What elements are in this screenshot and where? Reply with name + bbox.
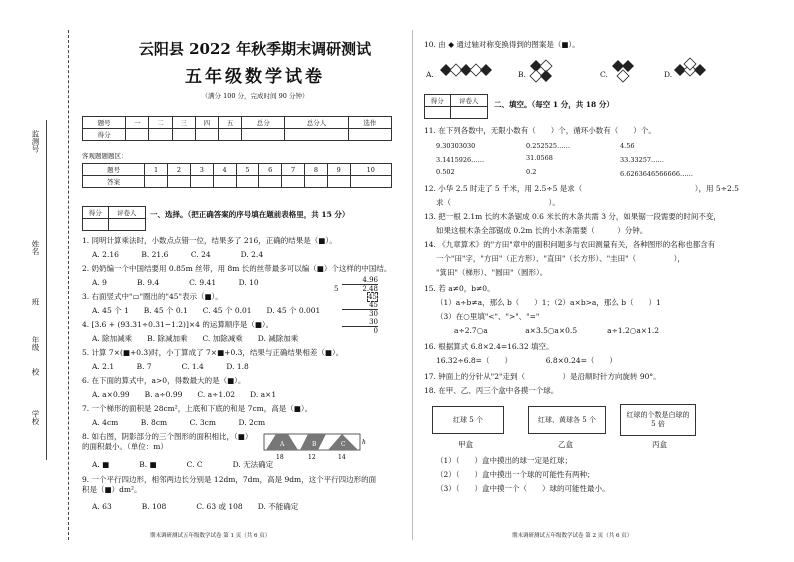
question-10: 10. 由 ◆ 通过轴对称变换得到的图案是（■）。 (424, 40, 580, 49)
answer-cell[interactable] (213, 176, 236, 188)
question-options: A. 63 B. 108 C. 63 或 108 D. 不能确定 (92, 502, 299, 511)
question: 1. 同明计算乘法时，小数点点错一位，结果多了 216，正确的结果是（■）。 (82, 236, 337, 245)
score-cell[interactable] (348, 129, 391, 141)
question-11: 11. 在下列各数中，无限小数有（ ）个，循环小数有（ ）个。 (424, 126, 656, 135)
score-header-cell: 总分 (242, 117, 285, 129)
division-quotient: 4.96 (342, 276, 378, 285)
question-12-cont: 求（ ）。 (436, 198, 560, 207)
q8-shaded-figure (262, 428, 372, 462)
answer-header-cell: 题号 (83, 164, 145, 176)
answer-header-cell: 1 (145, 164, 168, 176)
question: 4. [3.6 + (93.31÷0.31−1.2)]×4 的运算顺序是（■）。 (82, 320, 274, 329)
q10-options-figures (432, 56, 732, 84)
question: 6. 在下面的算式中，a>0，得数最大的是（■）。 (82, 376, 246, 385)
q11-number: 33.33257…… (620, 156, 665, 164)
question: 2. 奶奶编一个中国结要用 0.85m 丝带，用 8m 长的丝带最多可以编（■）个这样的中国结。 (82, 264, 392, 273)
q11-number: 0.2 (526, 168, 537, 176)
division-step: 30 (369, 310, 378, 318)
figure-dim-18: 18 (276, 454, 284, 461)
answer-table (82, 163, 392, 188)
question-13: 13. 把一根 2.1m 长的木条锯成 0.6 米长的木条共需 3 分，如果锯一段需要的时间不变， (424, 212, 721, 221)
figure-dim-12: 12 (308, 454, 316, 461)
grader-name-cell[interactable] (450, 107, 487, 119)
score-header-cell: 题号 (83, 117, 126, 129)
answer-header-cell: 3 (190, 164, 213, 176)
question-14: 14. 《九章算术》的"方田"章中的面积问题多与农田测量有关，各种图形的名称也都含有 (424, 240, 716, 249)
question-options: A. a×0.99 B. a÷0.99 C. a÷1.02 D. a×1 (92, 390, 277, 399)
question-15-part: （3）在○里填"<"、">"、"=" (436, 312, 540, 321)
question-options: A. ■ B. ■ C. C D. 无法确定 (92, 460, 274, 469)
question: 3. 右面竖式中"▭"圈出的"45"表示（■）。 (82, 292, 223, 301)
division-step-45-highlight: 45 (368, 293, 377, 301)
question: 5. 计算 7×(■+0.3)时，小丁算成了 7×■+0.3，结果与正确结果相差（■）。 (82, 348, 344, 357)
answer-header-cell: 4 (213, 164, 236, 176)
grader-name-label: 评卷人 (450, 95, 487, 107)
q10-option-b-label: B. (518, 70, 526, 79)
answer-cell[interactable] (304, 176, 327, 188)
figure-dim-14: 14 (338, 454, 346, 461)
q11-number: 6.6263646566666…… (620, 170, 693, 178)
question-15-part: a÷2.7○a a×3.5○a×0.5 a÷1.2○a×1.2 (454, 326, 660, 335)
division-remainder: 0 (373, 327, 378, 335)
box-yi: 红球、黄球各 5 个 (528, 406, 606, 434)
q10-option-c-label: C. (600, 70, 608, 79)
score-cell[interactable] (172, 129, 195, 141)
score-row-label: 得分 (83, 129, 126, 141)
answer-header-cell: 2 (168, 164, 191, 176)
q10-option-d-label: D. (664, 70, 673, 79)
q10-option-c[interactable] (612, 60, 634, 82)
grader-name-cell[interactable] (108, 219, 145, 231)
answer-header-cell: 8 (304, 164, 327, 176)
grader-score-label: 得分 (425, 95, 451, 107)
box-jia: 红球 5 个 (432, 406, 504, 434)
answer-header-cell: 6 (259, 164, 282, 176)
question-14-cont: "箕田"（梯形）、"圆田"（圆形）。 (436, 268, 548, 277)
grader-score-cell[interactable] (83, 219, 109, 231)
answer-cell[interactable] (190, 176, 213, 188)
question-18-part: （1）（ ）盒中摸出的球一定是红球； (436, 456, 573, 465)
section2-heading: 二、填空。（每空 1 分，共 18 分） (494, 100, 614, 109)
figure-label-c: C (341, 441, 346, 448)
answer-cell[interactable] (168, 176, 191, 188)
score-cell[interactable] (285, 129, 348, 141)
question-16-part: 16.32÷6.8=（ ） 6.8×0.24=（ ） (436, 356, 617, 365)
question-options: A. 除加减乘 B. 除减加乘 C. 加除减乘 D. 减除加乘 (92, 334, 299, 343)
question-options: A. 4cm B. 8cm C. 3cm D. 2cm (92, 418, 266, 427)
question-options: A. 2.16 B. 21.6 C. 24 D. 2.4 (92, 250, 264, 259)
question-13-cont: 如果这根木条全部锯成 0.2m 长的小木条需要（ ）分钟。 (436, 226, 648, 235)
exam-title: 云阳县 2022 年秋季期末调研测试 (138, 40, 372, 58)
question-18: 18. 在甲、乙、丙三个盒中各摸一个球。 (424, 386, 559, 395)
answer-table-caption: 客观题题题区： (82, 152, 128, 160)
answer-cell[interactable] (327, 176, 350, 188)
box-jia-label: 甲盒 (458, 440, 473, 449)
answer-row-label: 答案 (83, 176, 145, 188)
answer-cell[interactable] (236, 176, 259, 188)
answer-cell[interactable] (282, 176, 305, 188)
footer-page-1: 期末调研测试五年级数学试卷 第 1 页（共 6 页） (150, 533, 271, 539)
side-label-grade: 年级 (31, 336, 40, 351)
q10-option-b[interactable] (530, 60, 552, 82)
answer-cell[interactable] (350, 176, 391, 188)
q10-option-a-label: A. (426, 70, 434, 79)
figure-label-a: A (280, 441, 285, 448)
division-step: 30 (342, 318, 378, 327)
question-16: 16. 根据算式 6.8×2.4=16.32 填空。 (424, 342, 554, 351)
side-label-school: 学校 (31, 410, 40, 425)
question: 7. 一个梯形的面积是 28cm²，上底和下底的和是 7cm，高是（■）。 (82, 404, 313, 413)
score-header-cell: 二 (149, 117, 172, 129)
q11-number: 31.0568 (526, 154, 553, 162)
exam-meta: （满分 100 分，完成时间 90 分钟） (201, 92, 309, 100)
score-header-cell: 一 (126, 117, 149, 129)
box-bing: 红球的个数是白球的 5 倍 (620, 404, 696, 436)
grader-box-1 (82, 206, 146, 231)
grader-score-cell[interactable] (425, 107, 451, 119)
answer-header-cell: 9 (327, 164, 350, 176)
division-dividend: 5 2.48 (334, 285, 378, 293)
score-cell[interactable] (218, 129, 241, 141)
score-table (82, 116, 392, 141)
q10-option-a[interactable] (440, 64, 492, 76)
box-bing-label: 丙盒 (652, 440, 667, 449)
side-fill-line (46, 120, 47, 460)
question-options: A. 45 个 1 B. 45 个 0.1 C. 45 个 0.01 D. 45 个 0.001 (92, 306, 321, 315)
footer-page-2: 期末调研测试五年级数学试卷 第 2 页（共 6 页） (512, 533, 633, 539)
question-14-cont: 一个"田"字，"方田"（正方形）、"直田"（长方形）、"圭田"（ ）， (436, 254, 685, 263)
exam-subtitle: 五年级数学试卷 (185, 67, 325, 87)
side-label-name: 姓名 (31, 240, 40, 255)
question-18-part: （3）（ ）盒中摸一个（ ）球的可能性最小。 (436, 484, 610, 493)
score-header-cell: 总分人 (285, 117, 348, 129)
q11-number: 4.56 (620, 142, 635, 150)
score-header-cell: 三 (172, 117, 195, 129)
answer-header-cell: 7 (282, 164, 305, 176)
q11-number: 3.1415926…… (436, 156, 485, 164)
score-cell[interactable] (242, 129, 285, 141)
question: 8. 如右图，阴影部分的三个图形的面积相比，（■）的面积最小。（单位：m） (82, 432, 249, 451)
q11-number: 0.252525…… (526, 142, 571, 150)
score-cell[interactable] (126, 129, 149, 141)
division-step: 45 (342, 301, 378, 310)
score-header-cell: 选作 (348, 117, 391, 129)
long-division (334, 276, 378, 335)
grader-box-2 (424, 94, 488, 119)
section1-heading: 一、选择。（把正确答案的序号填在题前表格里，共 15 分） (150, 210, 350, 219)
q10-option-d[interactable] (674, 58, 706, 76)
question: 9. 一个平行四边形，相邻两边长分别是 12dm，7dm，高是 9dm，这个平行四边形的面积是（■）dm²。 (82, 475, 377, 494)
binding-dashed-line (68, 30, 69, 540)
question-15: 15. 若 a≠0，b≠0。 (424, 284, 495, 293)
answer-cell[interactable] (259, 176, 282, 188)
grader-score-label: 得分 (83, 207, 109, 219)
figure-label-b: B (312, 441, 317, 448)
grader-name-label: 评卷人 (108, 207, 145, 219)
question-18-part: （2）（ ）盒中摸出一个球的可能性有两种； (436, 470, 595, 479)
question-17: 17. 钟面上的分针从"2"走到（ ）是沿顺时针方向旋转 90°。 (424, 372, 661, 381)
q11-number: 0.502 (436, 168, 455, 176)
score-header-cell: 五 (218, 117, 241, 129)
question-12: 12. 小华 2.5 时走了 5 千米，用 2.5÷5 是求（ ），用 5÷2.5 (424, 184, 739, 193)
figure-height-label: h (362, 439, 366, 446)
score-header-cell: 四 (195, 117, 218, 129)
q11-number: 9.30303030 (436, 142, 476, 150)
question-options: A. 2.1 B. 7 C. 1.4 D. 1.8 (92, 362, 249, 371)
page-divider (412, 30, 413, 540)
side-label-class: 班 (31, 298, 40, 306)
score-cell[interactable] (195, 129, 218, 141)
side-label-monitor-no: 监测号 (31, 130, 40, 153)
question-options: A. 9 B. 9.4 C. 9.41 D. 10 (92, 278, 259, 287)
answer-header-cell: 5 (236, 164, 259, 176)
question-15-part: （1）a÷b≠a，那么 b（ ）1；（2）a×b>a，那么 b（ ）1 (436, 298, 661, 307)
box-yi-label: 乙盒 (558, 440, 573, 449)
side-label-school-char: 校 (31, 368, 40, 376)
answer-cell[interactable] (145, 176, 168, 188)
score-cell[interactable] (149, 129, 172, 141)
division-divisor: 5 (334, 285, 339, 293)
answer-header-cell: 10 (350, 164, 391, 176)
